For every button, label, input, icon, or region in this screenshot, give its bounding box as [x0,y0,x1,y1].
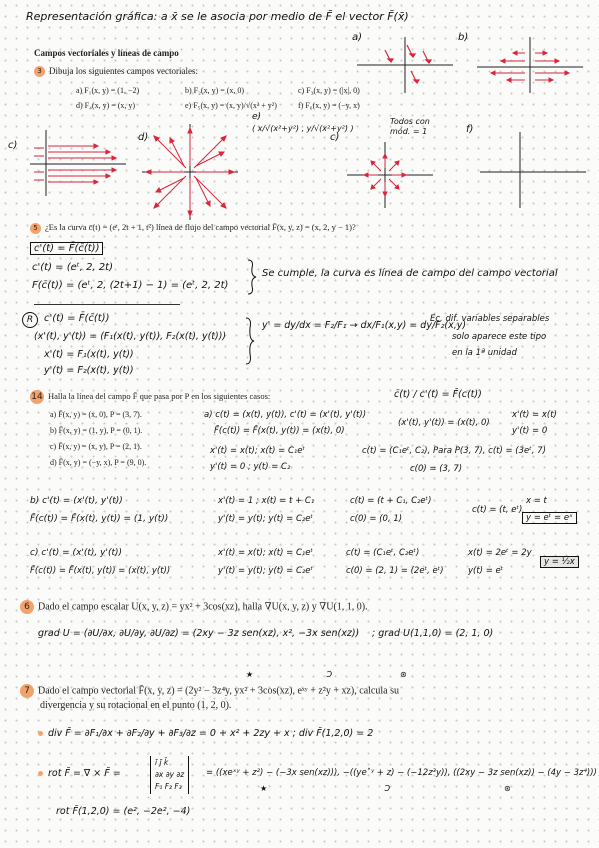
ex14-b-3: x'(t) = 1 ; x(t) = t + C₁ [218,496,315,506]
recuerda-line-1: c'(t) = F̄(c̄(t)) [44,313,110,324]
ex3-statement [34,66,198,77]
ex3-text: Dibuja los siguientes campos vectoriales: [49,66,198,76]
ex7-question-1: Dado el campo vectorial F̄(x, y, z) = (2y² − 3z⁴y, yx² + 3cos(xz), eˣʸ + z²y + xz), calcula su [38,685,399,697]
ex14-head: c̄(t) / c'(t) = F̄(c(t)) [394,389,482,400]
field-plot-e [345,140,435,210]
ex6-grad-1: grad U = (∂U/∂x, ∂U/∂y, ∂U/∂z) = (2xy − 3z sen(xz), x², −3x sen(xz)) [38,628,360,639]
ex14-c-5: c(t) = (C₁eᵗ, C₂eᵗ) [346,548,420,558]
ex14-a-5: y'(t) = 0 [512,426,548,436]
field-plot-a [355,35,455,95]
ex7-over-2: Ↄ [326,670,332,679]
ex14-c-4: y'(t) = y(t); y(t) = C₂eᵗ [218,566,314,576]
ex14-c-9: y = ½x [540,556,579,568]
ex14-question: Halla la línea del campo F̄ que pasa por P en los siguientes casos: [48,390,271,401]
ex7-question-2: divergencia y su rotacional en el punto (1, 2, 0). [40,700,232,711]
ex6-grad-2: ; grad U(1,1,0) = (2, 1, 0) [372,628,494,639]
recuerda-line-3: x'(t) = F₁(x(t), y(t)) [44,349,134,360]
field-plot-c [28,128,128,198]
ex7-rot-rhs: = ((xeˣʸ + z²) − (−3x sen(xz))), −((ye˟ʸ + z) − (−12z³y)), ((2xy − 3z sen(xz)) − (4y − 3z⁴))) [206,768,597,778]
recuerda-line-4: y'(t) = F₂(x(t), y(t)) [44,365,134,376]
ex14-c-8: y(t) = eᵗ [468,566,504,576]
note-modulo: mód. = 1 [390,127,428,136]
ex14-a-7: y'(t) = 0 ; y(t) = C₂ [210,462,291,472]
recuerda-ec-2: solo aparece este tipo [452,332,547,342]
ex14-b-6: c(0) = (0, 1) [350,514,403,524]
recuerda-line-2: (x'(t), y'(t)) = (F₁(x(t), y(t)), F₂(x(t), y(t))) [34,331,227,342]
ex5-number: 5 [30,223,41,234]
ex14-b-2: F̄(c(t)) = F̄(x(t), y(t)) = (1, y(t)) [30,514,169,524]
ex14-a-3: (x'(t), y'(t)) = (x(t), 0) [398,418,490,428]
determinant [150,756,189,794]
ex14-c-7: x(t) = 2eᵗ = 2y [468,548,532,558]
label-b: b) [458,32,469,43]
ex6-number: 6 [20,600,34,614]
ex14-c-3: x'(t) = x(t); x(t) = C₁eᵗ [218,548,314,558]
label-c-right: c) [330,132,340,143]
field-plot-d [140,122,240,222]
ex14-a-9: c(0) = (3, 7) [410,464,463,474]
separator [34,304,180,305]
ex7-under-1: ★ [260,784,268,793]
ex7-statement [20,684,399,698]
ex14-a-6: x'(t) = x(t); x(t) = C₁eᵗ [210,446,306,456]
ex5-line-2: c'(t) = (eᵗ, 2, 2t) [32,262,113,273]
ex3-item-a: a) F₁(x, y) = (1, −2) [76,86,140,95]
ex3-item-b: b) F₂(x, y) = (x, 0) [185,86,245,95]
ex14-b-4: y'(t) = y(t); y(t) = C₂eᵗ [218,514,314,524]
ex14-item-a: a) F̄(x, y) = (x, 0), P = (3, 7). [50,410,142,419]
ex5-question: ¿Es la curva c̄(t) = (eᵗ, 2t + 1, t²) línea de flujo del campo vectorial F̄(x, y, z) = (x, 2, y − 1)? [45,222,356,232]
ex5-statement [30,222,356,234]
ex7-over-3: ⊛ [400,670,407,679]
ex7-under-2: Ↄ [384,784,390,793]
section-title: Campos vectoriales y líneas de campo [34,48,179,58]
ex14-item-d: d) F̄(x, y) = (−y, x), P = (9, 0). [50,458,147,467]
ex7-rot-value: rot F̄(1,2,0) = (e², −2e², −4) [56,806,191,817]
ex7-number: 7 [20,684,34,698]
recuerda-ec-3: en la 1ª unidad [452,348,517,358]
label-e: e) [252,112,262,122]
ex14-a-1: a) c(t) = (x(t), y(t)), c'(t) = (x'(t), y'(t)) [204,410,367,420]
recuerda-ec-1: Ec. dif. variables separables [430,314,550,324]
bullet-dot [38,731,43,736]
ex5-conclusion: Se cumple, la curva es línea de campo del campo vectorial [262,268,558,279]
ex14-item-b: b) F̄(x, y) = (1, y), P = (0, 1). [50,426,143,435]
ex14-item-c: c) F̄(x, y) = (x, y), P = (2, 1). [50,442,142,451]
field-plot-b [475,35,585,95]
bullet-dot [38,771,43,776]
ex14-b-8: x = t [526,496,547,506]
ex14-a-8: c(t) = (C₁eᵗ, C₂), Para P(3, 7), c(t) = (3eᵗ, 7) [362,446,546,456]
recuerda-tag: R [22,312,38,328]
ex14-a-2: F̄(c(t)) = F̄(x(t), y(t)) = (x(t), 0) [214,426,345,436]
ex6-statement [20,600,368,614]
ex7-div: div F̄ = ∂F₁/∂x + ∂F₂/∂y + ∂F₃/∂z = 0 + x² + 2zy + x ; div F̄(1,2,0) = 2 [38,728,373,739]
header-line: Representación gráfica: a x̄ se le asocia por medio de F̄ el vector F̄(x̄) [26,10,409,23]
ex5-line-3: F(c̄(t)) = (eᵗ, 2, (2t+1) − 1) = (eᵗ, 2, 2t) [32,280,229,291]
ex5-line-1: c'(t) = F̄(c̄(t)) [30,242,103,255]
ex6-question: Dado el campo escalar U(x, y, z) = yx² + 3cos(xz), halla ∇U(x, y, z) y ∇U(1, 1, 0). [38,601,368,613]
brace-recuerda [244,316,256,366]
ex14-a-4: x'(t) = x(t) [512,410,557,420]
ex14-b-1: b) c'(t) = (x'(t), y'(t)) [30,496,123,506]
field-plot-f [478,130,588,210]
ex3-item-c: c) F₃(x, y) = (|x|, 0) [298,86,360,95]
ex7-under-3: ⊛ [504,784,511,793]
recuerda-formula: y' = dy/dx = F₂/F₁ → dx/F₁(x,y) = dy/F₂(x,y) [262,320,467,331]
ex14-c-6: c(0) = (2, 1) = (2eᵗ, eᵗ) [346,566,444,576]
ex7-over-1: ★ [246,670,254,679]
brace-ex5 [246,258,258,296]
ex14-b-9: y = eᵗ = eˣ [522,512,577,524]
det-row-1: ī j̄ k̄ [155,758,169,767]
ex3-item-d: d) F₄(x, y) = (x, y) [76,101,136,110]
ex14-c-1: c) c'(t) = (x'(t), y'(t)) [30,548,123,558]
ex14-c-2: F̄(c(t)) = F̄(x(t), y(t)) = (x(t), y(t)) [30,566,171,576]
ex14-statement [30,390,270,404]
ex3-item-e: e) F₅(x, y) = (x, y)/√(x² + y²) [185,101,277,110]
ex3-number: 3 [34,66,45,77]
label-a: a) [352,32,363,43]
note-e-formula: ( x/√(x²+y²) , y/√(x²+y²) ) [252,124,354,133]
label-c-left: c) [8,140,18,151]
ex14-number: 14 [31,392,43,402]
note-todos: Todos con [390,117,430,126]
det-row-2: ∂x ∂y ∂z [155,770,185,779]
ex14-b-5: c(t) = (t + C₁, C₂eᵗ) [350,496,432,506]
det-row-3: F₁ F₂ F₃ [155,782,182,791]
ex3-item-f: f) F₆(x, y) = (−y, x) [298,101,360,110]
ex14-b-7: c(t) = (t, eᵗ) [472,505,523,515]
label-f: f) [466,124,474,135]
ex7-rot-lhs: rot F̄ = ∇ × F̄ = [38,768,121,779]
label-d: d) [138,132,149,143]
